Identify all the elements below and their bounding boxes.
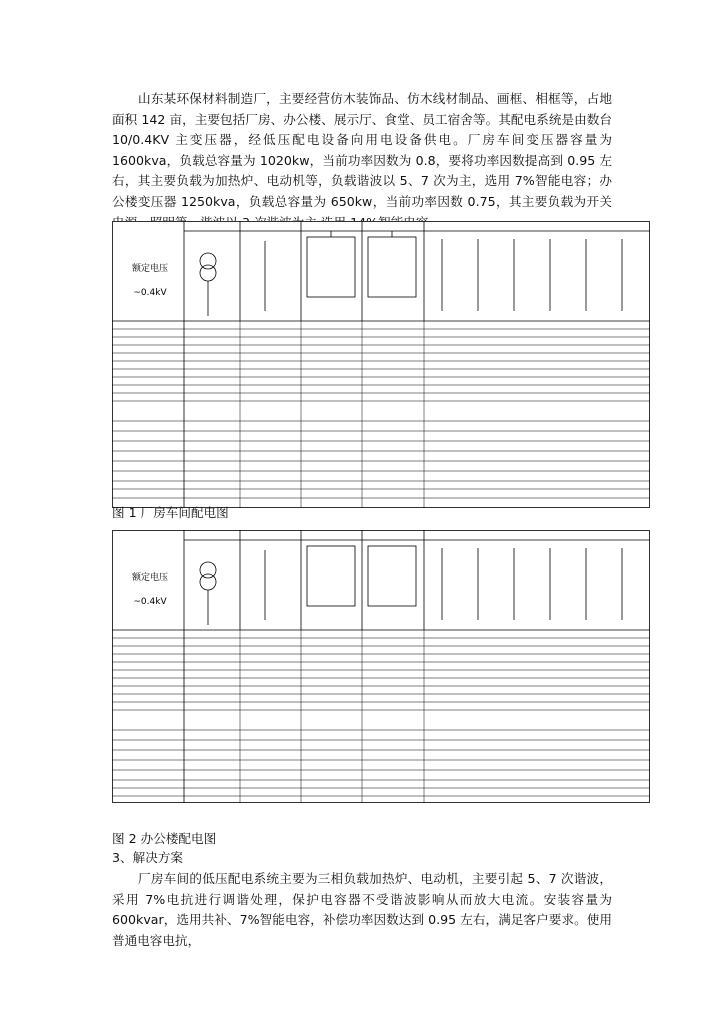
office-diagram-svg xyxy=(112,530,650,803)
intro-paragraph: 山东某环保材料制造厂，主要经营仿木装饰品、仿木线材制品、画框、相框等，占地面积 142 亩，主要包括厂房、办公楼、展示厅、食堂、员工宿舍等。其配电系统是由数台 10/0.4KV 主变压器，经低压配电设备向用电设备供电。厂房车间变压器容量为 1600kva，负载总容量为 1020kw，当前功率因数为 0.8，要将功率因数提高到 0.95 左右，其主要负载为加热炉、电动机等，负载谐波以 5、7 次为主，选用 7%智能电容；办公楼变压器 1250kva，负载总容量为 650kw，当前功率因数 0.75，其主要负载为开关 xyxy=(112,91,612,209)
rated-voltage-value: ~0.4kV xyxy=(133,597,167,607)
rated-voltage-value: ~0.4kV xyxy=(133,288,167,298)
factory-distribution-diagram xyxy=(112,221,650,508)
factory-diagram-svg xyxy=(112,221,650,508)
figure1-caption: 图 1 厂房车间配电图 xyxy=(112,505,229,520)
solution-paragraph: 厂房车间的低压配电系统主要为三相负载加热炉、电动机，主要引起 5、7 次谐波，采用 7%电抗进行调谐处理，保护电容器不受谐波影响从而放大电流。安装容量为 600kvar，选用共补、7%智能电容，补偿功率因数达到 0.95 左右，满足客户要求。使用普通电容电抗， xyxy=(112,871,612,948)
figure2-caption: 图 2 办公楼配电图 xyxy=(112,831,217,846)
rated-voltage-label: 额定电压 xyxy=(131,573,169,583)
section-heading: 3、解决方案 xyxy=(112,850,183,865)
rated-voltage-label: 额定电压 xyxy=(131,264,169,274)
office-distribution-diagram xyxy=(112,530,650,803)
